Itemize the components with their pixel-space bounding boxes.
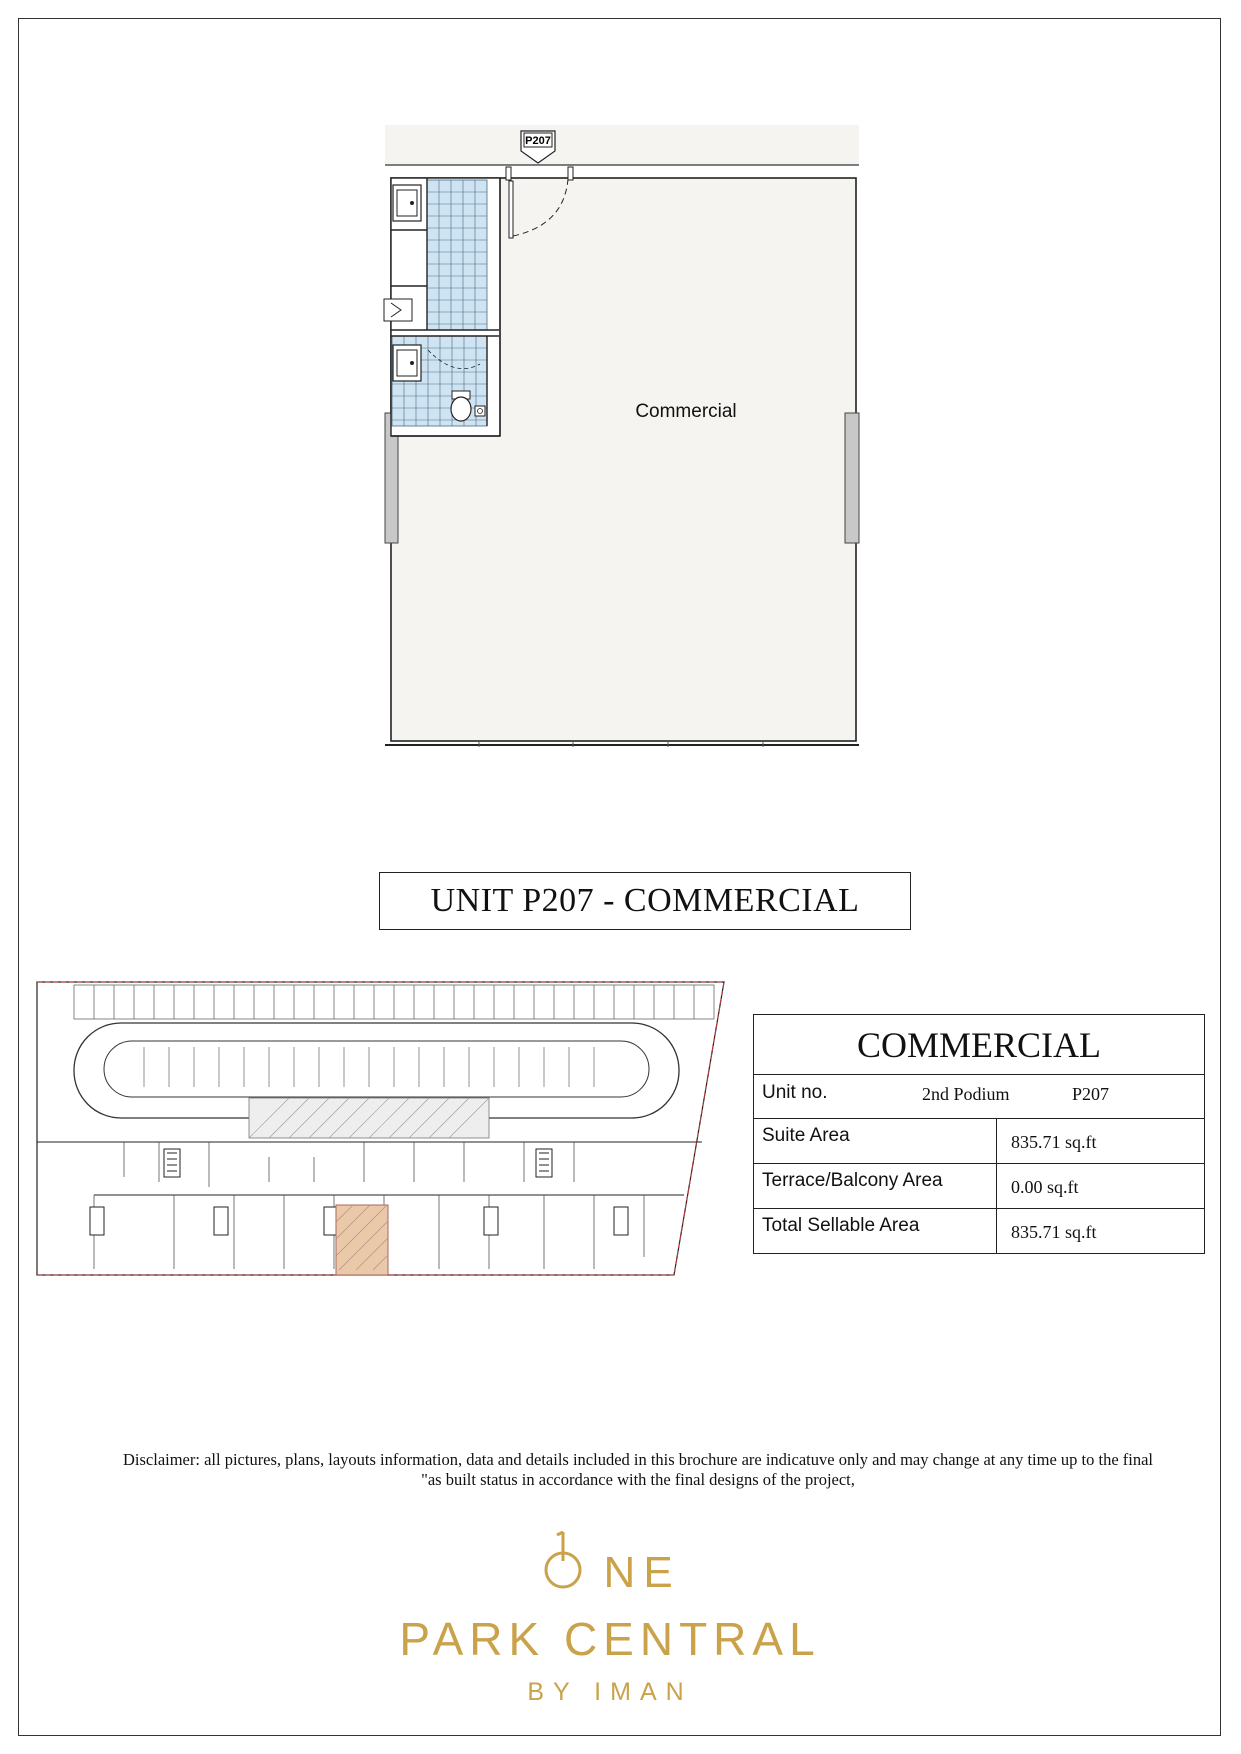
highlighted-unit bbox=[336, 1205, 388, 1275]
disclaimer-line-2: "as built status in accordance with the final designs of the project, bbox=[421, 1470, 855, 1489]
unit-floor-plan bbox=[383, 123, 863, 753]
area-table bbox=[753, 1014, 1205, 1254]
room-label: Commercial bbox=[635, 401, 737, 422]
logo-line-one: ONE bbox=[561, 1548, 681, 1597]
total-area-value: 835.71 sq.ft bbox=[1011, 1222, 1097, 1242]
logo-line-park-central: PARK CENTRAL bbox=[399, 1613, 821, 1665]
table-row bbox=[754, 1209, 1204, 1253]
suite-area-value: 835.71 sq.ft bbox=[1011, 1132, 1097, 1152]
unit-title bbox=[379, 872, 911, 930]
unit-number: P207 bbox=[1072, 1084, 1110, 1104]
shaft-icon bbox=[384, 299, 412, 321]
suite-area-label: Suite Area bbox=[754, 1119, 997, 1163]
unit-no-label: Unit no. bbox=[762, 1082, 828, 1103]
wash-basin-icon bbox=[393, 345, 421, 381]
logo-line-by-iman: BY IMAN bbox=[527, 1678, 693, 1706]
area-table-heading: COMMERCIAL bbox=[754, 1015, 1204, 1075]
terrace-area-value: 0.00 sq.ft bbox=[1011, 1177, 1079, 1197]
unit-level: 2nd Podium bbox=[922, 1084, 1010, 1104]
unit-title-text: UNIT P207 - COMMERCIAL bbox=[430, 882, 860, 919]
total-area-label: Total Sellable Area bbox=[754, 1209, 997, 1253]
key-plan bbox=[34, 977, 730, 1280]
disclaimer bbox=[60, 1450, 1216, 1490]
table-row bbox=[754, 1119, 1204, 1164]
table-row bbox=[754, 1164, 1204, 1209]
brand-logo bbox=[370, 1525, 850, 1710]
unit-number-row bbox=[754, 1075, 1204, 1119]
parking-row bbox=[74, 985, 714, 1019]
terrace-area-label: Terrace/Balcony Area bbox=[754, 1164, 997, 1208]
unit-tag-label: P207 bbox=[525, 135, 551, 147]
disclaimer-line-1: Disclaimer: all pictures, plans, layouts information, data and details included in this brochure are indicatuve only and may change at any time up to the final bbox=[122, 1450, 1154, 1469]
wash-basin-icon bbox=[393, 185, 421, 221]
